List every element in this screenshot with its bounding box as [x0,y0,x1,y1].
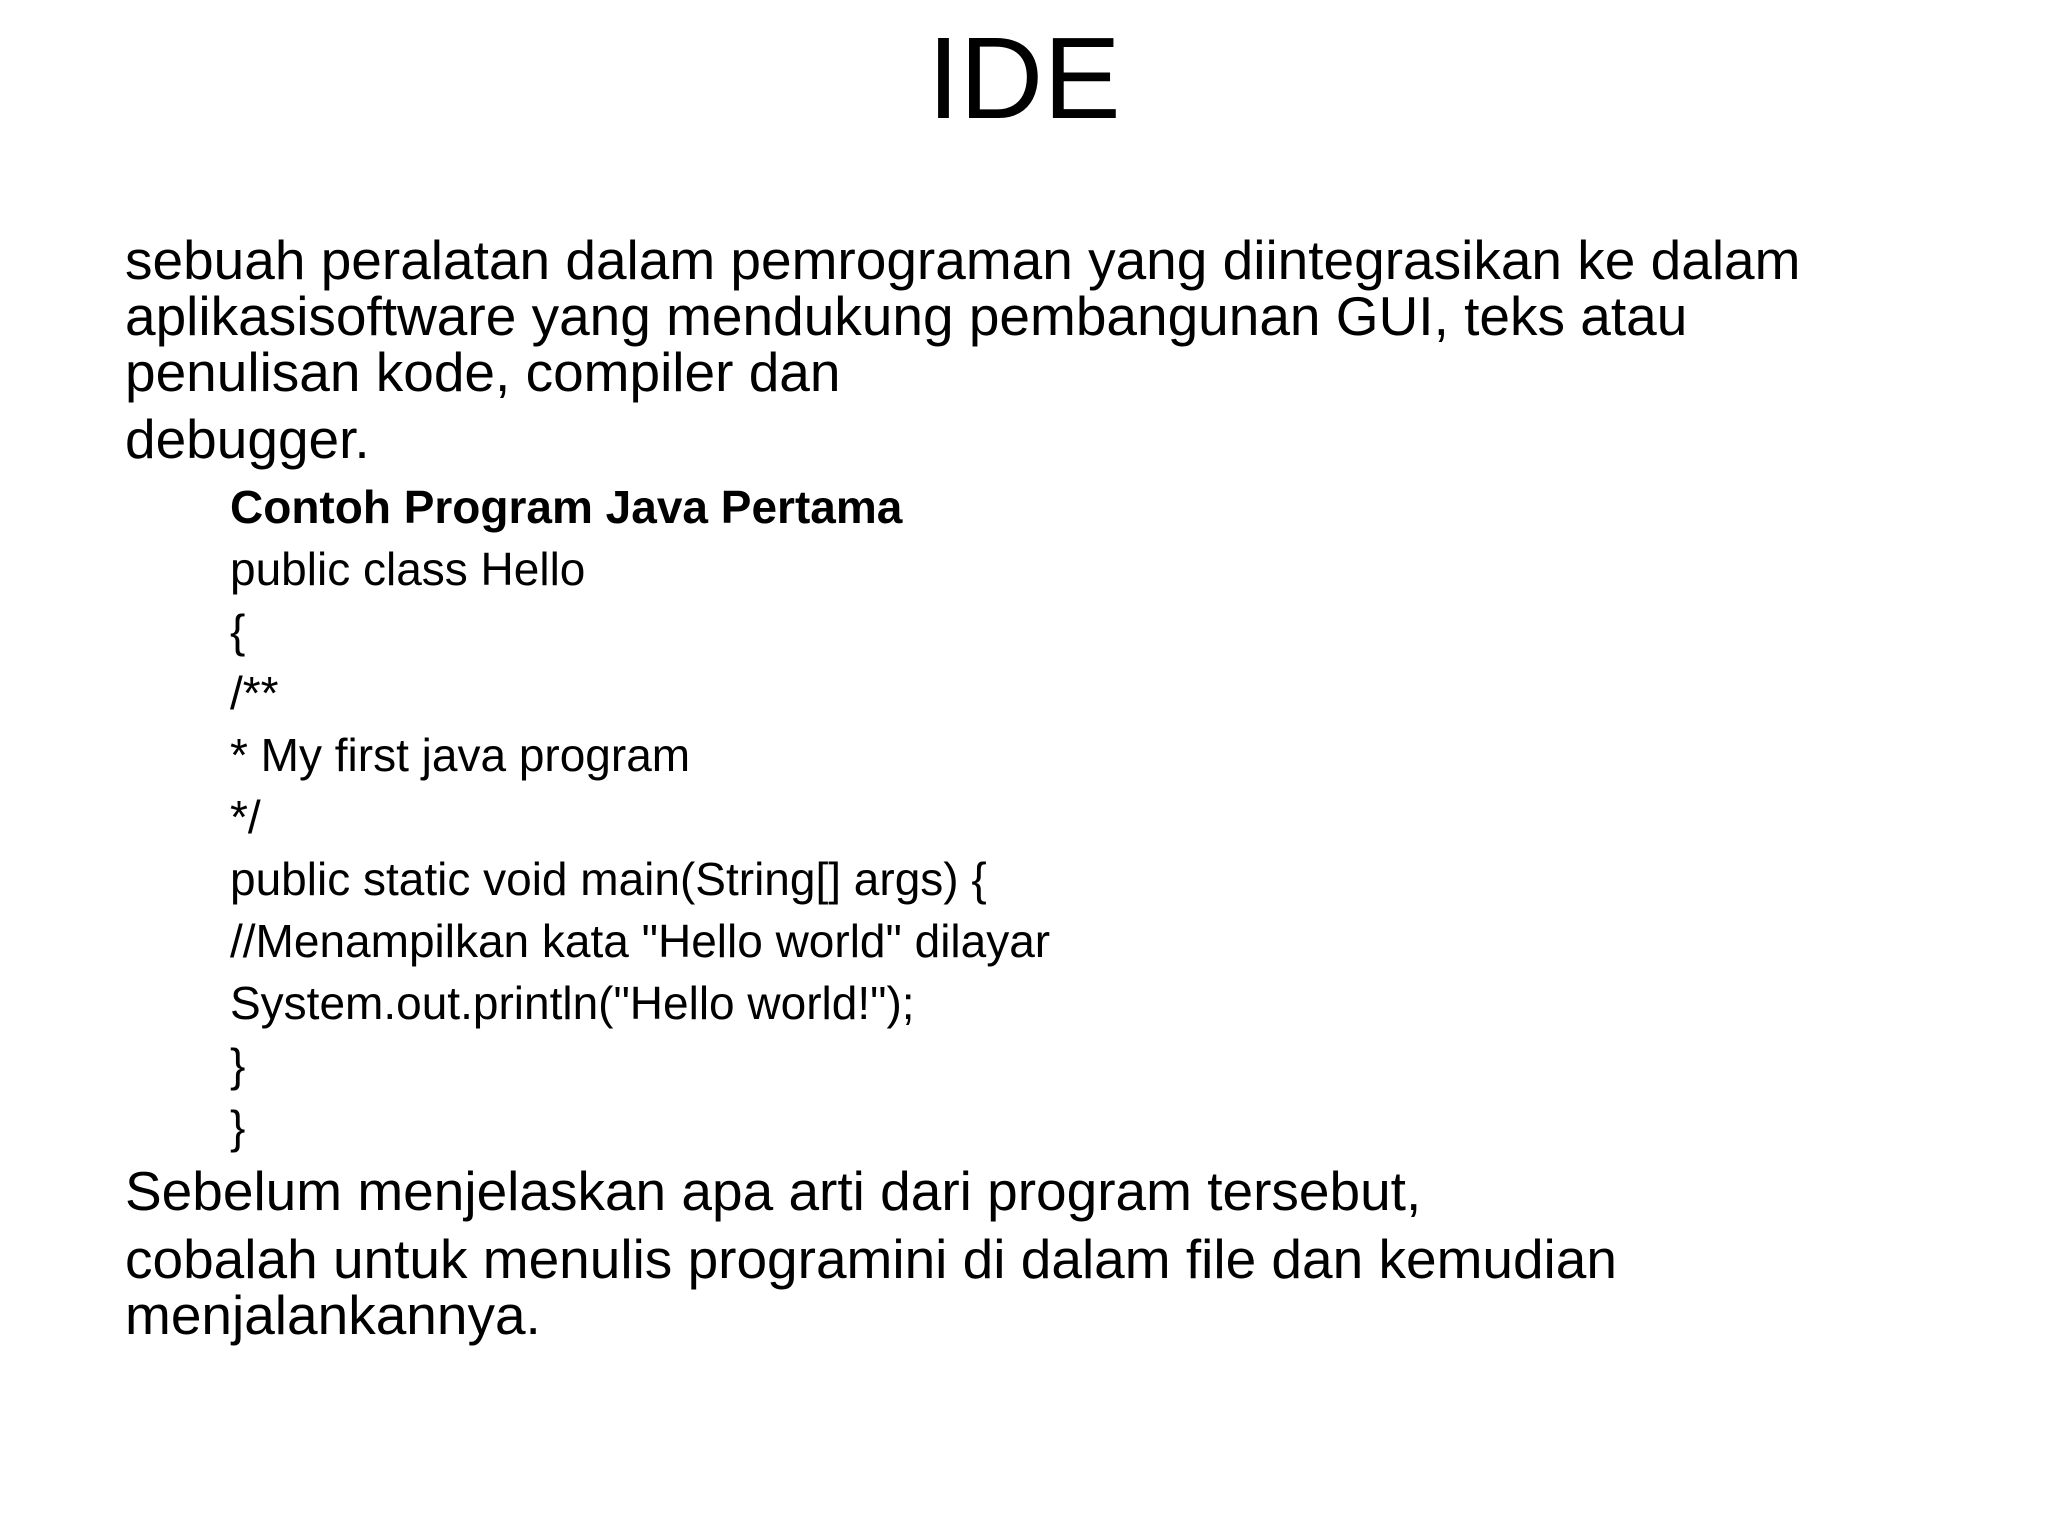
outro-line: cobalah untuk menulis programini di dalam file dan kemudian [125,1228,1617,1290]
outro-line: menjalankannya. [125,1284,541,1346]
intro-last-line: debugger. [125,408,370,470]
code-example [230,476,1050,1158]
example-heading: Contoh Program Java Pertama [230,481,903,533]
code-line: * My first java program [230,729,691,781]
code-line: */ [230,791,261,843]
code-line: } [230,1039,246,1091]
intro-line: penulisan kode, compiler dan [125,341,841,403]
outro-first-line: Sebelum menjelaskan apa arti dari program tersebut, [125,1160,1422,1222]
intro-line: aplikasisoftware yang mendukung pembangunan GUI, teks atau [125,285,1688,347]
code-line: public class Hello [230,543,586,595]
outro-paragraph [125,1228,1617,1346]
code-line: System.out.println("Hello world!"); [230,977,915,1029]
intro-line: sebuah peralatan dalam pemrograman yang diintegrasikan ke dalam [125,229,1801,291]
code-line: //Menampilkan kata "Hello world" dilayar [230,915,1051,967]
code-line: } [230,1101,246,1153]
code-line: public static void main(String[] args) { [230,853,987,905]
code-line: { [230,605,246,657]
code-line: /** [230,667,279,719]
intro-paragraph [125,229,1801,403]
slide-title: IDE [927,13,1121,143]
